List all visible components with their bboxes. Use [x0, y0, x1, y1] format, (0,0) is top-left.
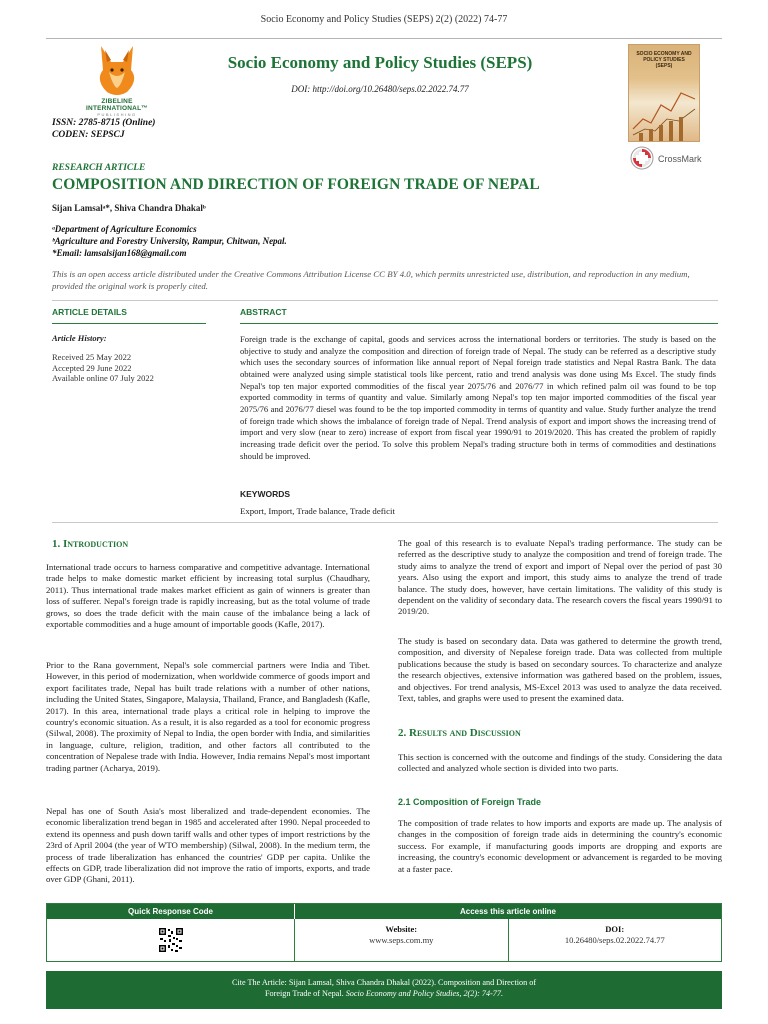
online-date: Available online 07 July 2022 — [52, 373, 154, 383]
intro-paragraph-1: International trade occurs to harness comparative and competitive advantage. International trade helps to make domestic market efficient by increasing total surplus (Chaudhary, 2011). Thus international trade makes market efficient as gain of winners is greater than loss of sufferer. Nepal's foreign trade is rapidly increasing, but as the total volume of trade grows, so does the trade deficit with the main cause of the imbalance being a lack of exportable commodities and a huge amount of importable goods (Kafle, 2017). — [46, 562, 370, 630]
license-note: This is an open access article distributed under the Creative Commons Attribution License CC BY 4.0, which permits unrestricted use, distribution, and reproduction in any medium, provided the original work is properly cited. — [52, 269, 690, 291]
citation-line-2: Foreign Trade of Nepal. Socio Economy and Policy Studies, 2(2): 74-77. — [264, 988, 504, 998]
journal-title[interactable]: Socio Economy and Policy Studies (SEPS) — [227, 53, 533, 72]
online-access-heading: Access this article online — [459, 907, 557, 916]
paper-title: COMPOSITION AND DIRECTION OF FOREIGN TRADE OF NEPAL — [52, 176, 540, 193]
license-divider — [52, 300, 718, 301]
affiliation-b: ᵇAgriculture and Forestry University, Rampur, Chitwan, Nepal. — [52, 236, 287, 246]
qr-heading: Quick Response Code — [47, 904, 295, 919]
affiliation-a: ᵃDepartment of Agriculture Economics — [52, 224, 197, 234]
history-label: Article History: — [52, 333, 107, 343]
objective-paragraph: The goal of this research is to evaluate Nepal's trading performance. The study can be referred as the descriptive study to analyze the composition and trend of foreign trade. The study aims to analyze the trend of export and import of Nepal over the period of past 30 years. Also using the export and import, this study aims to analyze the trend of trade balance. The study does, however, have certain limitations. The validity of this study is dependent on the validity of secondary data. The research covers the fiscal years 1990/91 to 2019/20. — [398, 538, 722, 617]
access-table — [46, 903, 722, 962]
composition-subheading: 2.1 Composition of Foreign Trade — [398, 797, 542, 807]
website-label: Website: — [385, 924, 418, 934]
details-rule — [52, 323, 206, 324]
citation-line-1: Cite The Article: Sijan Lamsal, Shiva Chandra Dhakal (2022). Composition and Direction of — [231, 978, 537, 987]
crossmark-label: CrossMark — [658, 154, 702, 164]
access-table-body — [47, 919, 721, 961]
qr-cell — [47, 919, 295, 961]
publisher-sub: PUBLISHING — [97, 112, 137, 117]
crossmark-icon — [630, 146, 654, 170]
article-details-heading: ARTICLE DETAILS — [52, 307, 127, 317]
author-email[interactable]: *Email: lamsalsijan168@gmail.com — [52, 248, 187, 258]
issn-block — [52, 117, 155, 141]
authors: Sijan Lamsalᵃ*, Shiva Chandra Dhakalᵇ — [52, 203, 206, 213]
received-date: Received 25 May 2022 — [52, 352, 132, 362]
abstract-rule — [240, 323, 718, 324]
access-table-header — [47, 904, 721, 919]
qr-code-icon[interactable] — [158, 927, 184, 953]
abstract-text: Foreign trade is the exchange of capital, goods and services across the international borders or territories. The study is based on the objective to study and analyze the composition and direction of foreign trade of Nepal. The study can be referred as a descriptive study which uses the secondary sources of information like annual report of Nepal foreign trade statistics and Nepal Rastra Bank. The data obtained were analyzed using simple statistical tools like percent, ratio and trend analysis was done using Ms Excel. The study finds Nepal's top ten major exported commodities of the fiscal year 2075/76 and 2076/77 in which refined palm oil was found to be top exported commodity in terms of quantity and value. Similarly among Nepal's top ten major imported commodities of the fiscal year 2075/76 and 2076/77 diesel was found to be the top imported commodity in terms of quantity and value. Study further analyze the trend of foreign trade which shows the imbalance of foreign trade of Nepal. Trend analysis of export and import shows the increasing trend of import and very slow (near to zero) increase of export from fiscal year 1990/91 to 2019/2020. This has created the problem of rapidly increasing trade deficit over the period. To solve this problem Nepal's trading structure both in terms of commodities and destinations should be improved. — [240, 334, 716, 461]
accepted-date: Accepted 29 June 2022 — [52, 362, 132, 373]
website-cell — [295, 919, 509, 961]
article-history — [52, 352, 154, 384]
running-header: Socio Economy and Policy Studies (SEPS) 2(2) (2022) 74-77 — [260, 14, 508, 25]
abstract-divider — [52, 522, 718, 523]
methodology-paragraph: The study is based on secondary data. Data was gathered to determine the growth trend, composition, and diversity of Nepalese foreign trade. Data was collected from multiple publications because the study is based on secondary sources. To characterize and analyze the research objectives, extensive information was gathered based on the problem, issues, and objectives. For trend analysis, MS-Excel 2013 was used to analyze the data received. Text, tables, and graphs were used to present the examined data. — [398, 636, 722, 704]
abstract-heading: ABSTRACT — [240, 307, 287, 317]
fox-logo-icon — [87, 44, 147, 98]
doi-cell — [509, 919, 722, 961]
intro-paragraph-3: Nepal has one of South Asia's most liberalized and trade-dependent economies. The economic liberalization trend began in 1985 and accelerated after 1990. Nepal proceeded to extend its openness and push down tariff walls and other types of import restrictions by the 23rd of April 2004 (the year of WTO membership) (Silwal, 2008). In the medium term, the process of trade liberalization has enhanced the countries' GDP per capita. Unlike the effects on GDP, trade liberalization did not improve the ratio of imports, exports, and trade over GDP (Ghani, 2011). — [46, 806, 370, 885]
publisher-name: ZIBELINE INTERNATIONAL™ — [86, 98, 148, 112]
doi-value[interactable]: 10.26480/seps.02.2022.74.77 — [564, 935, 665, 945]
issn: ISSN: 2785-8715 (Online) — [52, 118, 156, 128]
article-type: RESEARCH ARTICLE — [52, 163, 146, 173]
keywords: Export, Import, Trade balance, Trade deficit — [240, 506, 395, 516]
crossmark-badge[interactable] — [630, 146, 710, 172]
coden: CODEN: SEPSCJ — [52, 130, 125, 140]
results-heading: 2. Results and Discussion — [398, 727, 521, 739]
results-paragraph: This section is concerned with the outcome and findings of the study. Considering the data collected and analyzed whole section is divided into two parts. — [398, 752, 722, 774]
keywords-heading: KEYWORDS — [240, 489, 291, 499]
publisher-logo — [72, 44, 162, 117]
introduction-heading: 1. Introduction — [52, 538, 129, 550]
header-divider — [46, 38, 722, 39]
intro-paragraph-2: Prior to the Rana government, Nepal's sole commercial partners were India and Tibet. However, in this period of modernization, when worldwide commerce of goods import and export facilitates trade, Nepal has built trade relations with a number of other nations, including the United States, Singapore, Malaysia, Thailand, France, and Bangladesh (Kafle, 2017). In this area, international trade plays a critical role in helping to improve the country's economic situation. As a result, it is also regarded as a tool for economic progress (Silwal, 2008). The proximity of Nepal to India, the open border with India, and similarities in language, culture, religion, tradition, and other factors all contributed to the concentration of Nepalese trade with India. However, India remains Nepal's most important trading partner (Acharya, 2019). — [46, 660, 370, 773]
website-link[interactable]: www.seps.com.my — [369, 935, 434, 945]
composition-paragraph: The composition of trade relates to how imports and exports are made up. The analysis of changes in the composition of foreign trade aids in determining the country's economic success. For example, if manufacturing goods imports are dropping and exports are increasing, the country's economic development or advancement is regarded to be moving at a faster pace. — [398, 818, 722, 874]
doi-label: DOI: — [605, 924, 625, 934]
journal-doi-link[interactable]: DOI: http://doi.org/10.26480/seps.02.2022.74.77 — [291, 84, 469, 94]
cover-chart-icon — [629, 79, 700, 142]
cover-title: SOCIO ECONOMY AND POLICY STUDIES (SEPS) — [636, 51, 692, 69]
citation-bar — [46, 971, 722, 1009]
journal-cover[interactable] — [628, 44, 700, 142]
